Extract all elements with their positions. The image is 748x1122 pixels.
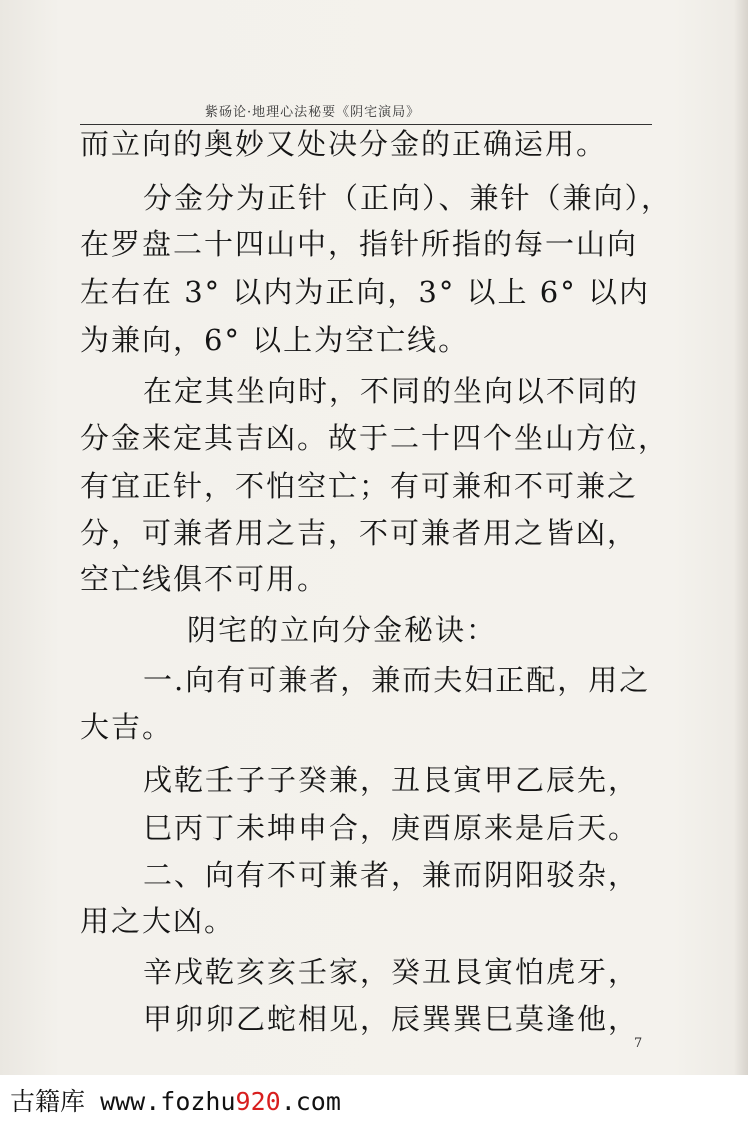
text-line: 分金来定其吉凶。故于二十四个坐山方位， [80,421,670,455]
verse-line: 辛戌乾亥亥壬家，癸丑艮寅怕虎牙， [143,955,640,989]
running-header: 紫砀论·地理心法秘要《阴宅演局》 [205,105,421,120]
section-heading: 阴宅的立向分金秘诀： [187,613,498,647]
verse-line: 戌乾壬子子癸兼，丑艮寅甲乙辰先， [143,763,640,797]
page-edge-shadow [734,0,748,1075]
page-number: 7 [634,1036,643,1051]
verse-line: 巳丙丁未坤申合，庚酉原来是后天。 [143,811,640,845]
watermark-url-prefix: www.fozhu [100,1087,236,1116]
watermark-url-suffix: .com [280,1087,341,1116]
text-line: 分金分为正针（正向）、兼针（兼向）， [143,181,673,215]
text-line: 在定其坐向时，不同的坐向以不同的 [143,374,640,408]
text-line: 空亡线俱不可用。 [80,562,329,596]
text-line: 大吉。 [80,710,174,744]
site-watermark [10,1082,341,1118]
watermark-url-number: 920 [235,1087,281,1116]
text-line: 一.向有可兼者，兼而夫妇正配，用之 [143,663,651,697]
watermark-site-name: 古籍库 [10,1087,86,1116]
text-line: 为兼向，6° 以上为空亡线。 [80,323,470,357]
text-line: 用之大凶。 [80,904,236,938]
verse-line: 甲卯卯乙蛇相见，辰巽巽巳莫逢他， [143,1002,640,1036]
text-line: 有宜正针，不怕空亡；有可兼和不可兼之 [80,469,639,503]
text-line: 在罗盘二十四山中，指针所指的每一山向 [80,227,639,261]
text-line: 而立向的奥妙又处决分金的正确运用。 [80,127,608,161]
text-line: 分，可兼者用之吉，不可兼者用之皆凶， [80,516,639,550]
text-line: 二、向有不可兼者，兼而阴阳驳杂， [143,858,640,892]
header-rule [80,124,652,125]
text-line: 左右在 3° 以内为正向，3° 以上 6° 以内 [80,275,650,309]
